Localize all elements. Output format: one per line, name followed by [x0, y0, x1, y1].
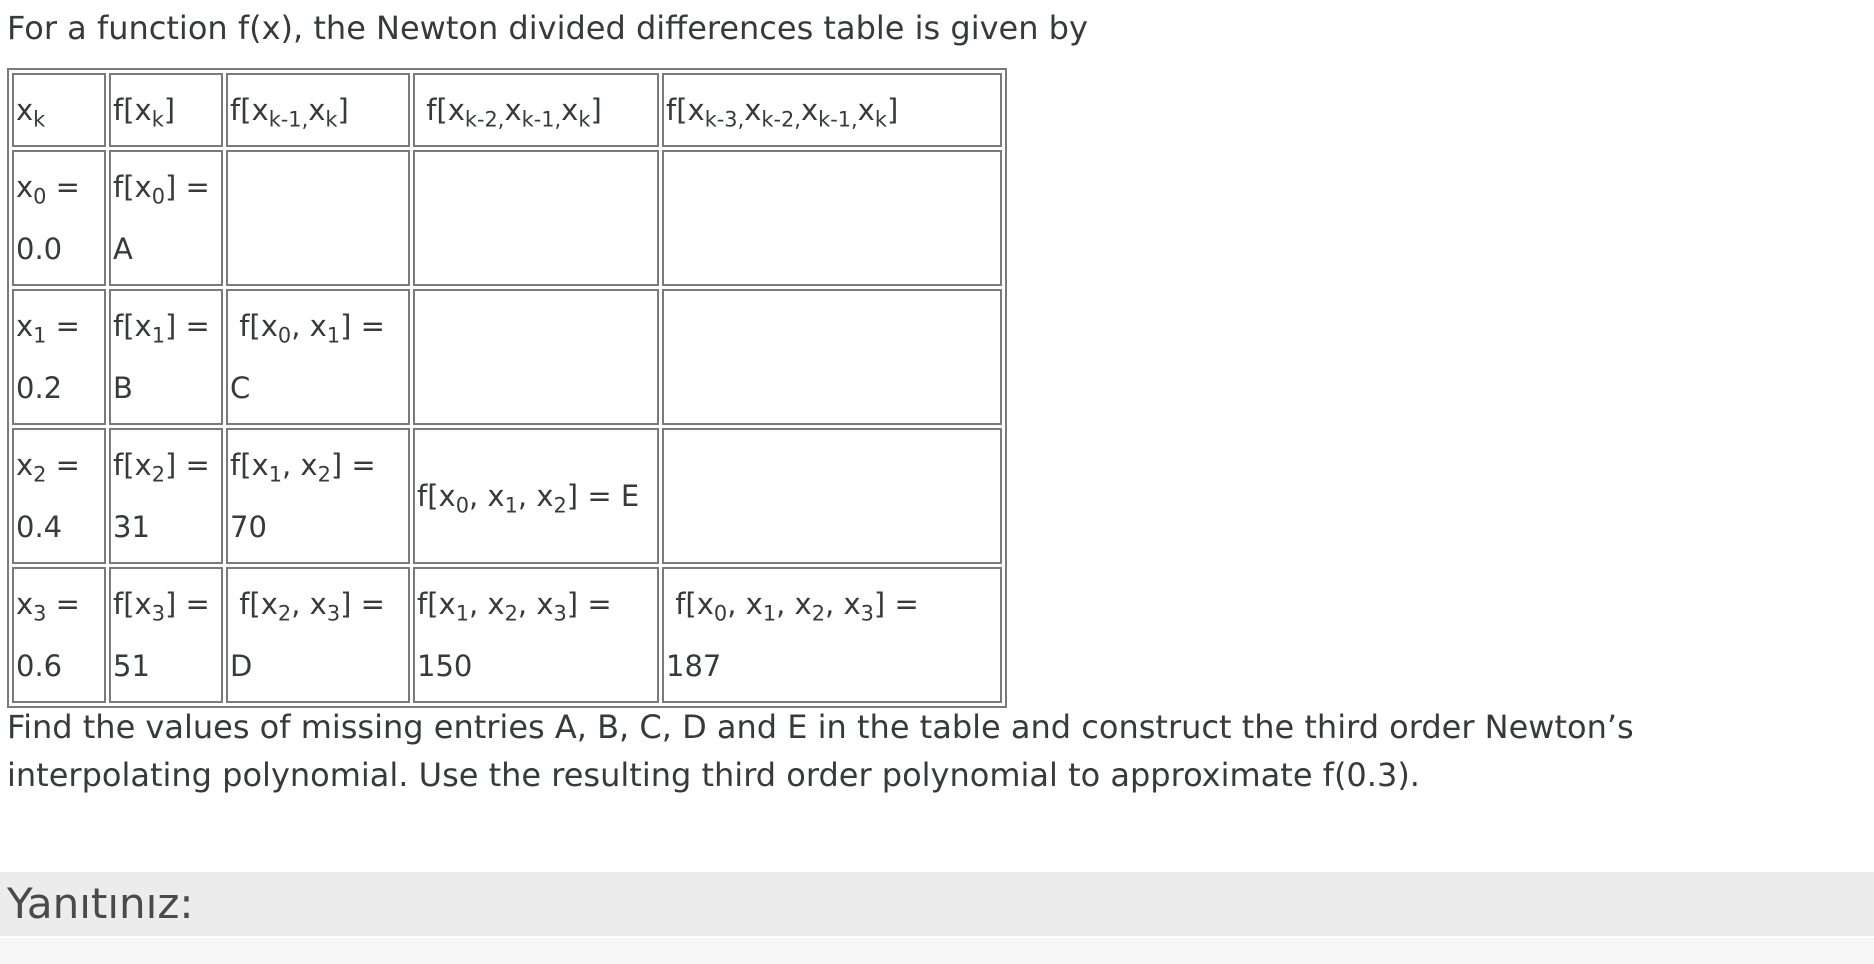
cell-x2: $x_2$ = 0.4: [12, 428, 106, 564]
cell-f-x0-x1: $f[x_0$, $x_1] = C$: [226, 289, 410, 425]
answer-label: Yanıtınız:: [7, 879, 194, 928]
cell-empty: [413, 289, 659, 425]
cell-x3: $x_3$ = 0.6: [12, 567, 106, 703]
cell-f-x1: $f[x_1] = B$: [109, 289, 223, 425]
header-third-difference: $f[x_{k-3,}x_{k-2,}x_{k-1,}x_k]$: [662, 73, 1002, 147]
question-text: Find the values of missing entries A, B, C, D and E in the table and construct the third order Newton’s interpolating polynomial. Use the resulting third order polynomial to approximate f(0.3).: [7, 708, 1634, 794]
divided-differences-table: [7, 68, 1007, 708]
header-xk: $x_k$: [12, 73, 106, 147]
table-row: [12, 428, 1002, 564]
cell-f-x0-x1-x2-x3: $f[x_0$, $x_1$, $x_2$, $x_3$] = 187: [662, 567, 1002, 703]
cell-x0: $x_0$ = 0.0: [12, 150, 106, 286]
cell-f-x3: $f[x_3]$ = 51: [109, 567, 223, 703]
answer-header-bar: [0, 872, 1874, 936]
cell-empty: [226, 150, 410, 286]
header-second-difference: $f[x_{k-2,}x_{k-1,}x_k]$: [413, 73, 659, 147]
cell-f-x0-x1-x2: $f[x_0$, $x_1$, $x_2] = E$: [413, 428, 659, 564]
header-fxk: $f[x_k]$: [109, 73, 223, 147]
cell-empty: [662, 289, 1002, 425]
cell-empty: [413, 150, 659, 286]
table-row: [12, 567, 1002, 703]
cell-f-x2-x3: $f[x_2$, $x_3$] = D: [226, 567, 410, 703]
cell-f-x1-x2-x3: $f[x_1$, $x_2$, $x_3$] = 150: [413, 567, 659, 703]
cell-f-x2: $f[x_2]$ = 31: [109, 428, 223, 564]
cell-f-x0: $f[x_0] = A$: [109, 150, 223, 286]
header-first-difference: $f[x_{k-1,}x_k]$: [226, 73, 410, 147]
cell-x1: $x_1$ = 0.2: [12, 289, 106, 425]
table-row: [12, 289, 1002, 425]
cell-f-x1-x2: $f[x_1$, $x_2$] = 70: [226, 428, 410, 564]
table-row: [12, 150, 1002, 286]
answer-input-area[interactable]: [0, 938, 1874, 964]
cell-empty: [662, 428, 1002, 564]
question-intro: For a function f(x), the Newton divided differences table is given by: [7, 9, 1088, 47]
cell-empty: [662, 150, 1002, 286]
table-header-row: [12, 73, 1002, 147]
